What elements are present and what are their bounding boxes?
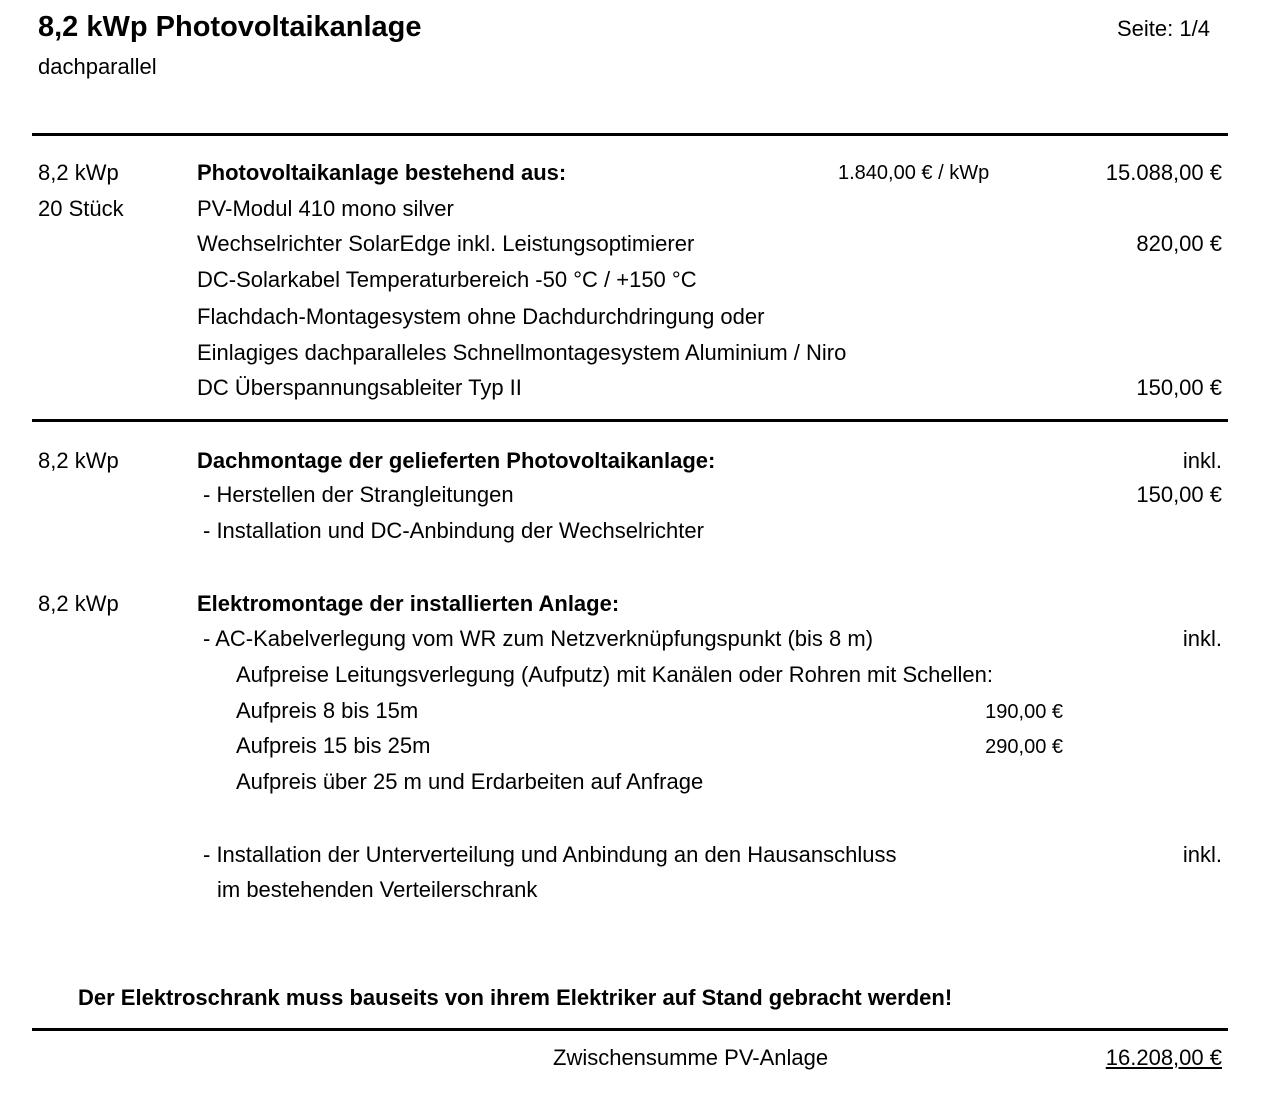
bottom-divider	[32, 1028, 1228, 1031]
line-item: PV-Modul 410 mono silver	[197, 196, 454, 221]
line-item: - Installation der Unterverteilung und Anbindung an den Hausanschluss	[203, 842, 897, 867]
document-title: 8,2 kWp Photovoltaikanlage	[38, 11, 422, 43]
line-item: im bestehenden Verteilerschrank	[217, 877, 538, 902]
quantity-kwp: 8,2 kWp	[38, 160, 119, 185]
surcharge-label: Aufpreis 15 bis 25m	[236, 733, 431, 758]
line-price: inkl.	[1182, 448, 1222, 473]
surcharge-price: 290,00 €	[985, 736, 1063, 758]
line-item: DC Überspannungsableiter Typ II	[197, 375, 522, 400]
line-price: 150,00 €	[1136, 482, 1222, 507]
subtotal-value: 16.208,00 €	[1105, 1045, 1222, 1070]
document-subtitle: dachparallel	[38, 54, 157, 79]
line-item: - Herstellen der Strangleitungen	[203, 482, 514, 507]
section-divider	[32, 419, 1228, 422]
section-total: 15.088,00 €	[1105, 160, 1222, 185]
page-number: Seite: 1/4	[1117, 16, 1210, 41]
surcharge-price: 190,00 €	[985, 701, 1063, 723]
section-heading: Photovoltaikanlage bestehend aus:	[197, 160, 567, 185]
line-item: Wechselrichter SolarEdge inkl. Leistungsoptimierer	[197, 231, 695, 256]
unit-price: 1.840,00 € / kWp	[838, 162, 990, 184]
line-item: DC-Solarkabel Temperaturbereich -50 °C / +150 °C	[197, 267, 697, 292]
top-divider	[32, 133, 1228, 136]
subtotal-label: Zwischensumme PV-Anlage	[553, 1045, 829, 1070]
section-heading: Dachmontage der gelieferten Photovoltaikanlage:	[197, 448, 716, 473]
line-item: Einlagiges dachparalleles Schnellmontagesystem Aluminium / Niro	[197, 340, 847, 365]
surcharge-note: Aufpreis über 25 m und Erdarbeiten auf Anfrage	[236, 769, 704, 794]
quantity-pieces: 20 Stück	[38, 196, 124, 221]
surcharge-heading: Aufpreise Leitungsverlegung (Aufputz) mit Kanälen oder Rohren mit Schellen:	[236, 662, 993, 687]
line-price: 820,00 €	[1136, 231, 1222, 256]
line-item: Flachdach-Montagesystem ohne Dachdurchdringung oder	[197, 304, 765, 329]
line-price: inkl.	[1182, 842, 1222, 867]
quantity-kwp: 8,2 kWp	[38, 448, 119, 473]
line-price: inkl.	[1182, 626, 1222, 651]
quantity-kwp: 8,2 kWp	[38, 591, 119, 616]
line-item: - AC-Kabelverlegung vom WR zum Netzverknüpfungspunkt (bis 8 m)	[203, 626, 874, 651]
section-heading: Elektromontage der installierten Anlage:	[197, 591, 620, 616]
surcharge-label: Aufpreis 8 bis 15m	[236, 698, 419, 723]
line-price: 150,00 €	[1136, 375, 1222, 400]
line-item: - Installation und DC-Anbindung der Wechselrichter	[203, 518, 704, 543]
notice-text: Der Elektroschrank muss bauseits von ihrem Elektriker auf Stand gebracht werden!	[78, 985, 953, 1010]
